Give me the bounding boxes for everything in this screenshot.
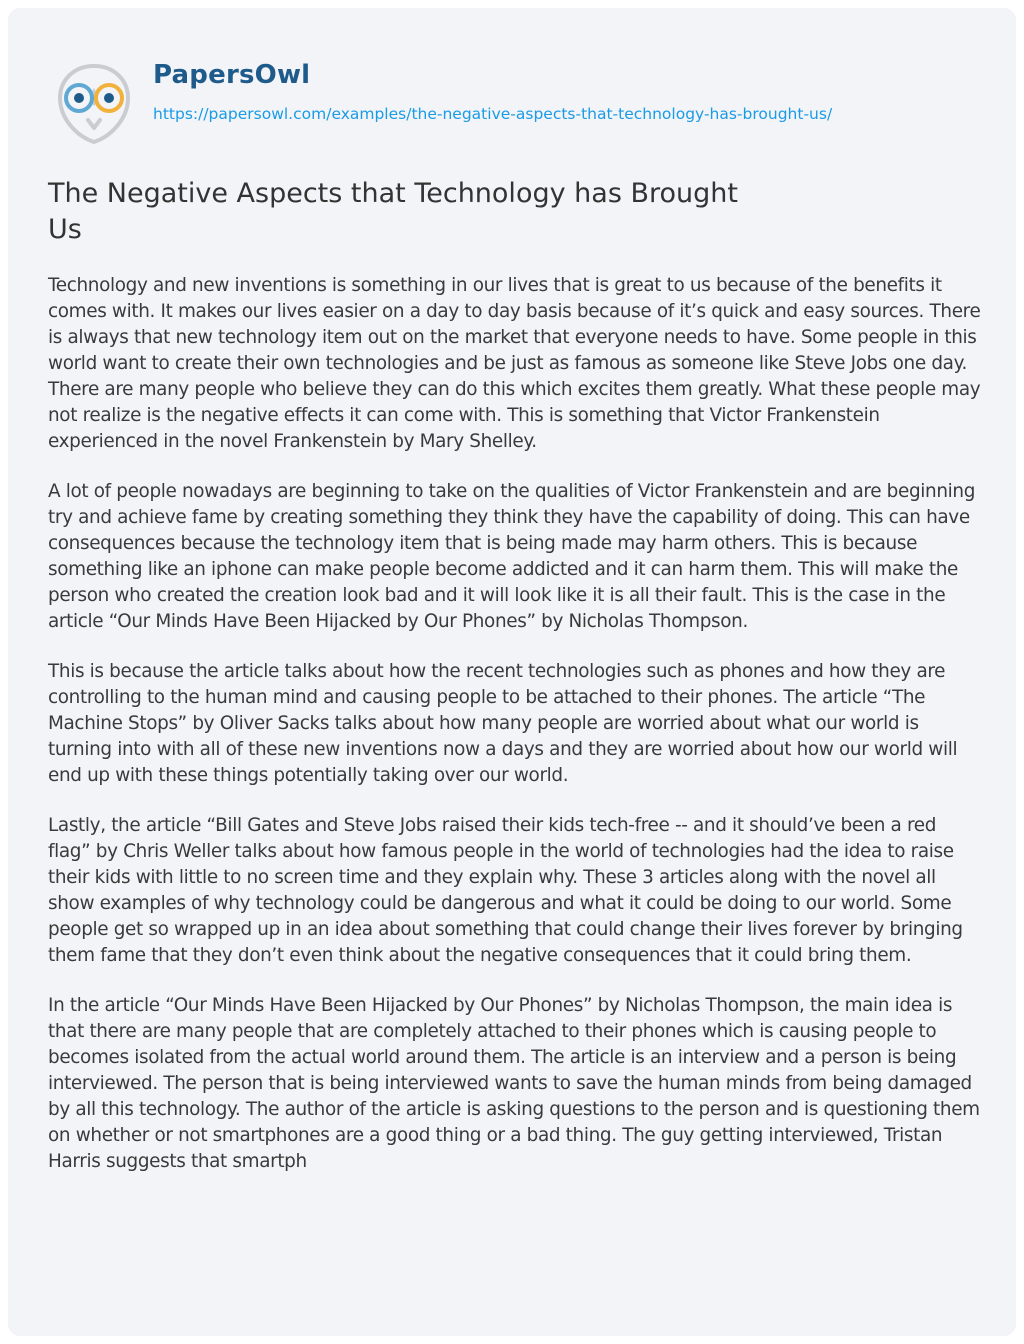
paragraph: This is because the article talks about how the recent technologies such as phones and how they are controlling to the human mind and causing people to be attached to their phones. The article “The Machine Stops” by Oliver Sacks talks about how many people are worried about what our world is turning into with all of these new inventions now a days and they are worried about how our world will end up with these things potentially taking over our world. [48, 661, 958, 786]
owl-logo-icon [50, 58, 138, 146]
document-card [8, 8, 1016, 1336]
site-header [50, 58, 990, 148]
paragraph: A lot of people nowadays are beginning to take on the qualities of Victor Frankenstein and are beginning try and achieve fame by creating something they think they have the capability of doing. This can have consequences because the technology item that is being made may harm others. This is because something like an iphone can make people become addicted and it can harm them. This will make the person who created the creation look bad and it will look like it is all their fault. This is the case in the article “Our Minds Have Been Hijacked by Our Phones” by Nicholas Thompson. [48, 481, 976, 632]
paragraph: Technology and new inventions is something in our lives that is great to us because of the benefits it comes with. It makes our lives easier on a day to day basis because of it’s quick and easy sources. There is always that new technology item out on the market that everyone needs to have. Some people in this world want to create their own technologies and be just as famous as someone like Steve Jobs one day. There are many people who believe they can do this which excites them greatly. What these people may not realize is the negative effects it can come with. This is something that Victor Frankenstein experienced in the novel Frankenstein by Mary Shelley. [48, 275, 981, 452]
paragraph: In the article “Our Minds Have Been Hijacked by Our Phones” by Nicholas Thompson, the main idea is that there are many people that are completely attached to their phones which is causing people to becomes isolated from the actual world around them. The article is an interview and a person is being interviewed. The person that is being interviewed wants to save the human minds from being damaged by all this technology. The author of the article is asking questions to the person and is questioning them on whether or not smartphones are a good thing or a bad thing. The guy getting interviewed, Tristan Harris suggests that smartph [48, 995, 980, 1172]
essay-body [48, 273, 983, 1199]
source-url-link[interactable]: https://papersowl.com/examples/the-negative-aspects-that-technology-has-brought-us/ [153, 105, 833, 123]
brand-name[interactable]: PapersOwl [153, 60, 311, 90]
page-title: The Negative Aspects that Technology has Brought Us [48, 178, 738, 245]
paragraph: Lastly, the article “Bill Gates and Steve Jobs raised their kids tech-free -- and it should’ve been a red flag” by Chris Weller talks about how famous people in the world of technologies had the idea to raise their kids with little to no screen time and they explain why. These 3 articles along with the novel all show examples of why technology could be dangerous and what it could be doing to our world. Some people get so wrapped up in an idea about something that could change their lives forever by bringing them fame that they don’t even think about the negative consequences that it could bring them. [48, 815, 963, 966]
